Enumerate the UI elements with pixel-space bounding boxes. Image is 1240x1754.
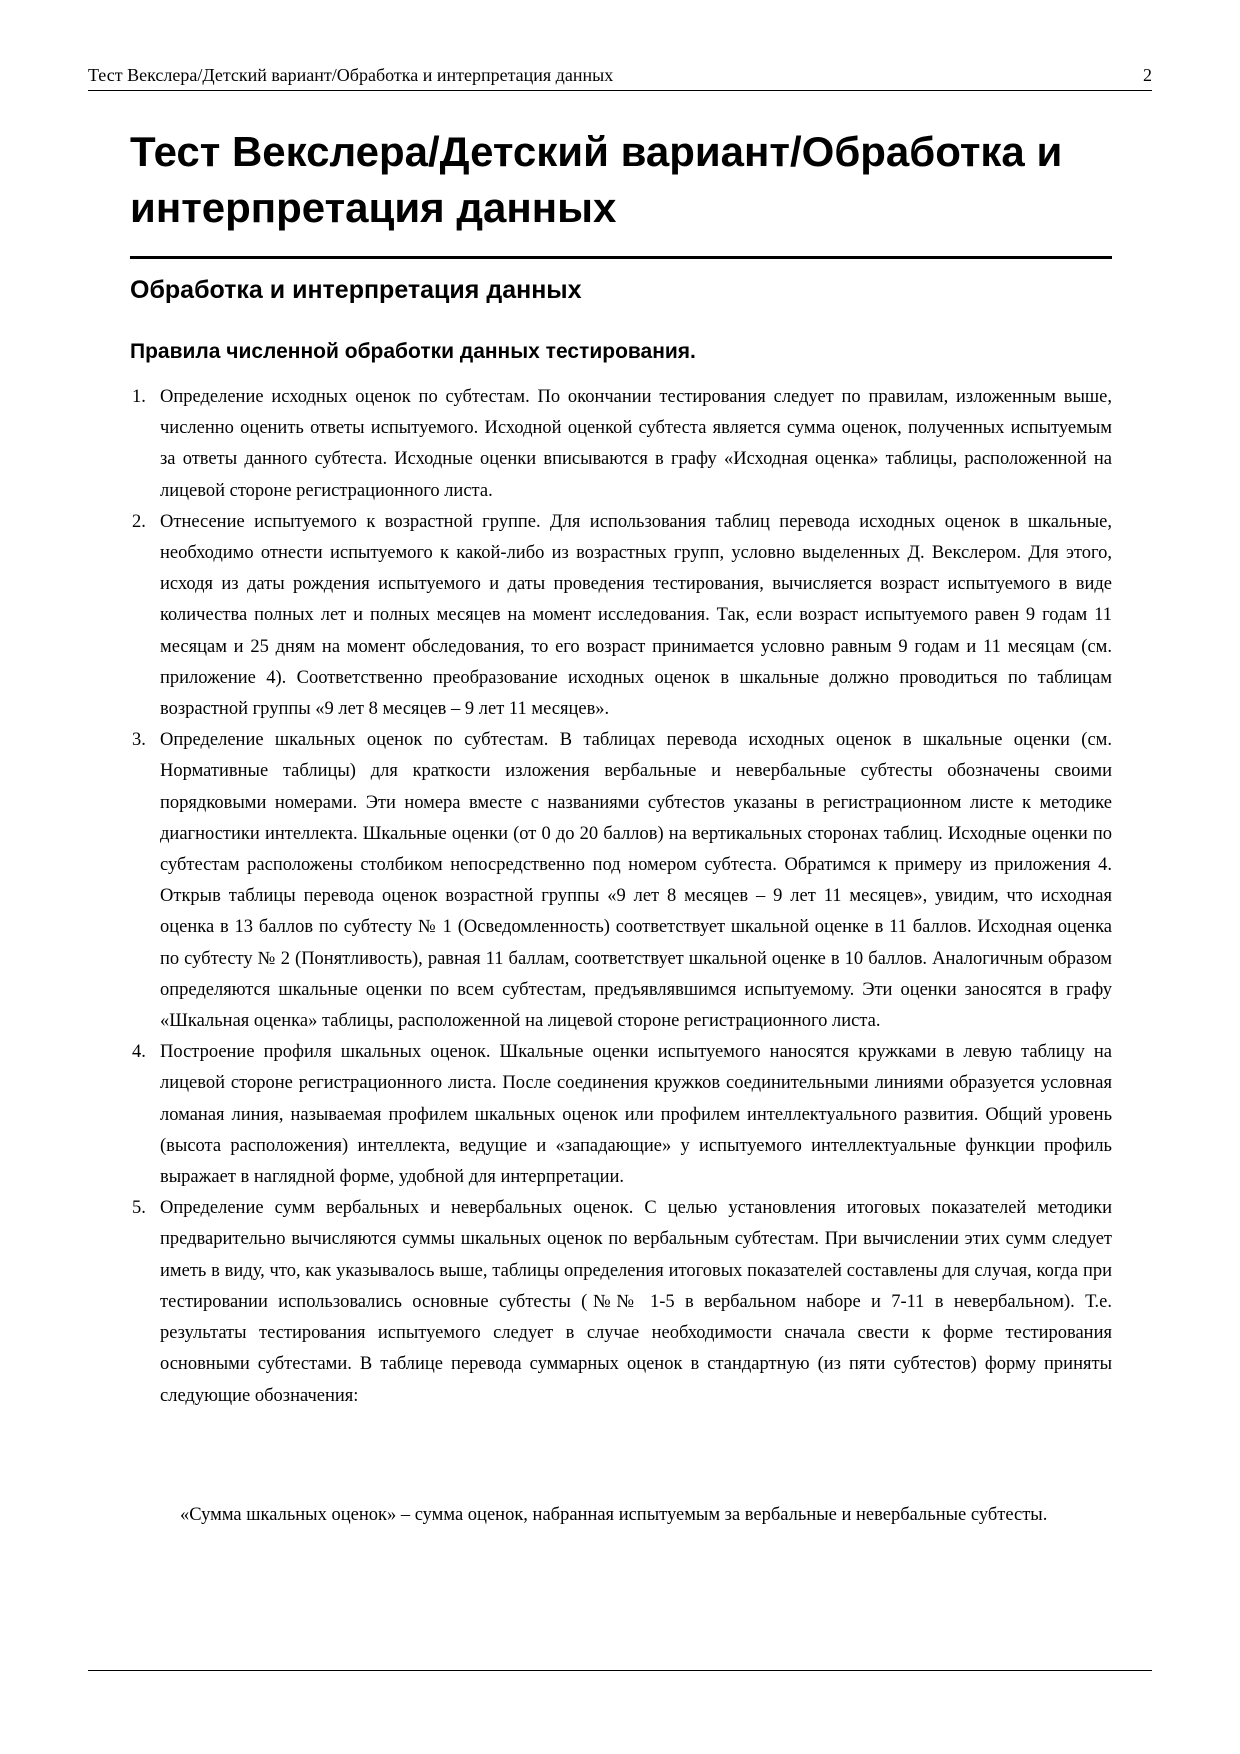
list-item bbox=[130, 725, 1112, 1037]
list-item-text: Отнесение испытуемого к возрастной группе. Для использования таблиц перевода исходных оценок в шкальные, необходимо отнести испытуемого к какой-либо из возрастных групп, условно выделенных Д. Векслером. Для этого, исходя из даты рождения испытуемого и даты проведения тестирования, вычисляется возраст испытуемого в виде количества полных лет и полных месяцев на момент исследования. Так, если возраст испытуемого равен 9 годам 11 месяцам и 25 дням на момент обследования, то его возраст принимается условно равным 9 годам и 11 месяцам (см. приложение 4). Соответственно преобразование исходных оценок в шкальные должно проводиться по таблицам возрастной группы «9 лет 8 месяцев – 9 лет 11 месяцев». bbox=[160, 511, 1112, 720]
list-item-number: 3. bbox=[132, 730, 146, 751]
list-item-number: 1. bbox=[132, 387, 146, 407]
list-item-number: 5. bbox=[132, 1198, 146, 1219]
list-item bbox=[130, 507, 1112, 725]
list-item-text: Построение профиля шкальных оценок. Шкальные оценки испытуемого наносятся кружками в левую таблицу на лицевой стороне регистрационного листа. После соединения кружков соединительными линиями образуется условная ломаная линия, называемая профилем шкальных оценок или профилем интеллектуального развития. Общий уровень (высота расположения) интеллекта, ведущие и «западающие» у испытуемого интеллектуальные функции профиль выражает в наглядной форме, удобной для интерпретации. bbox=[160, 1042, 1112, 1188]
section-title: Обработка и интерпретация данных bbox=[130, 276, 582, 304]
definition-note: «Сумма шкальных оценок» – сумма оценок, набранная испытуемым за вербальные и невербальные субтесты. bbox=[180, 1505, 1048, 1525]
page-content bbox=[130, 124, 1112, 1525]
footer-divider bbox=[88, 1670, 1152, 1671]
rules-list bbox=[130, 382, 1112, 1412]
subsection-title: Правила численной обработки данных тестирования. bbox=[130, 340, 696, 363]
list-item bbox=[130, 1037, 1112, 1193]
list-item bbox=[130, 1193, 1112, 1411]
page-number: 2 bbox=[1143, 65, 1152, 85]
list-item-text: Определение шкальных оценок по субтестам. В таблицах перевода исходных оценок в шкальные оценки (см. Нормативные таблицы) для краткости изложения вербальные и невербальные субтесты обозначены своими порядковыми номерами. Эти номера вместе с названиями субтестов указаны в регистрационном листе к методике диагностики интеллекта. Шкальные оценки (от 0 до 20 баллов) на вертикальных сторонах таблиц. Исходные оценки по субтестам расположены столбиком непосредственно под номером субтеста. Обратимся к примеру из приложения 4. Открыв таблицы перевода оценок возрастной группы «9 лет 8 месяцев – 9 лет 11 месяцев», увидим, что исходная оценка в 13 баллов по субтесту № 1 (Осведомленность) соответствует шкальной оценке в 11 баллов. Исходная оценка по субтесту № 2 (Понятливость), равная 11 баллам, соответствует шкальной оценке в 10 баллов. Аналогичным образом определяются шкальные оценки по всем субтестам, предъявлявшимся испытуемому. Эти оценки заносятся в графу «Шкальная оценка» таблицы, расположенной на лицевой стороне регистрационного листа. bbox=[160, 730, 1112, 1032]
document-title: Тест Векслера/Детский вариант/Обработка и интерпретация данных bbox=[130, 124, 1112, 259]
list-item-number: 2. bbox=[132, 511, 146, 532]
list-item bbox=[130, 382, 1112, 507]
running-header-title: Тест Векслера/Детский вариант/Обработка и интерпретация данных bbox=[88, 65, 614, 85]
running-header bbox=[88, 64, 1152, 91]
list-item-number: 4. bbox=[132, 1042, 146, 1063]
list-item-text: Определение сумм вербальных и невербальных оценок. С целью установления итоговых показателей методики предварительно вычисляются суммы шкальных оценок по вербальным субтестам. При вычислении этих сумм следует иметь в виду, что, как указывалось выше, таблицы определения итоговых показателей составлены для случая, когда при тестировании использовались основные субтесты (№№ 1-5 в вербальном наборе и 7-11 в невербальном). Т.е. результаты тестирования испытуемого следует в случае необходимости сначала свести к форме тестирования основными субтестами. В таблице перевода суммарных оценок в стандартную (из пяти субтестов) форму приняты следующие обозначения: bbox=[160, 1198, 1112, 1406]
list-item-text: Определение исходных оценок по субтестам. По окончании тестирования следует по правилам, изложенным выше, численно оценить ответы испытуемого. Исходной оценкой субтеста является сумма оценок, полученных испытуемым за ответы данного субтеста. Исходные оценки вписываются в графу «Исходная оценка» таблицы, расположенной на лицевой стороне регистрационного листа. bbox=[160, 387, 1112, 501]
